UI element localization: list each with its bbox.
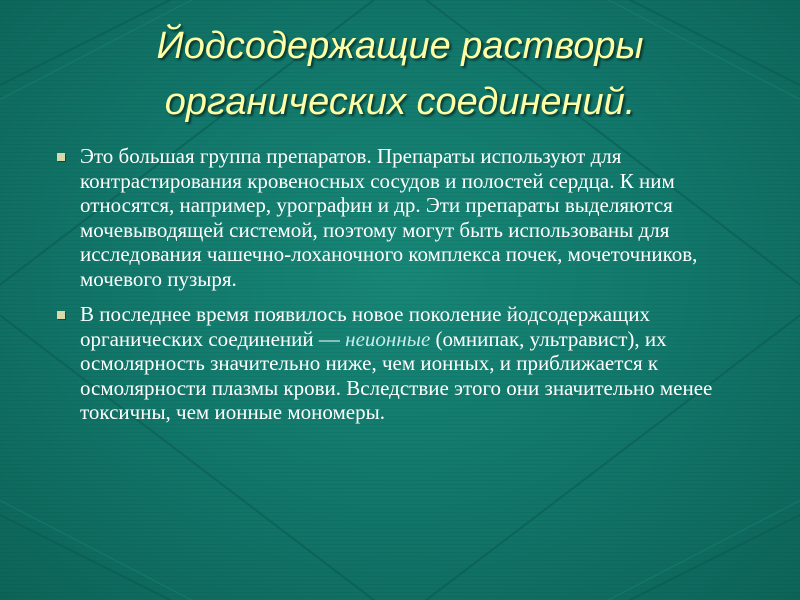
- bullet-2-italic-term: неионные: [345, 326, 431, 351]
- bullet-2-text-before: В последнее время появилось новое поколение йодсодержащих органических соединений —: [80, 302, 650, 351]
- bullet-2-text-after: (омнипак, ультравист), их осмолярность значительно ниже, чем ионных, и приближается к осмолярности плазмы крови. Вследствие этого они значительно менее токсичны, чем ионные мономеры.: [80, 326, 713, 424]
- bullet-item-1: [50, 144, 750, 291]
- bullet-item-2: [50, 302, 750, 425]
- bullet-1-text: Это большая группа препаратов. Препараты используют для контрастирования кровеносных сосудов и полостей сердца. К ним относятся, например, урографин и др. Эти препараты выделяются мочевыводящей системой, поэтому могут быть использованы для исследования чашечно-лоханочного комплекса почек, мочеточников, мочевого пузыря.: [80, 144, 698, 291]
- slide-title-line-1: Йодсодержащие растворы: [156, 25, 644, 67]
- bullet-list: [50, 144, 750, 425]
- slide-title: [40, 18, 760, 130]
- square-bullet-icon: [57, 153, 65, 161]
- square-bullet-icon: [57, 311, 65, 319]
- slide-title-line-2: органических соединений.: [164, 81, 636, 123]
